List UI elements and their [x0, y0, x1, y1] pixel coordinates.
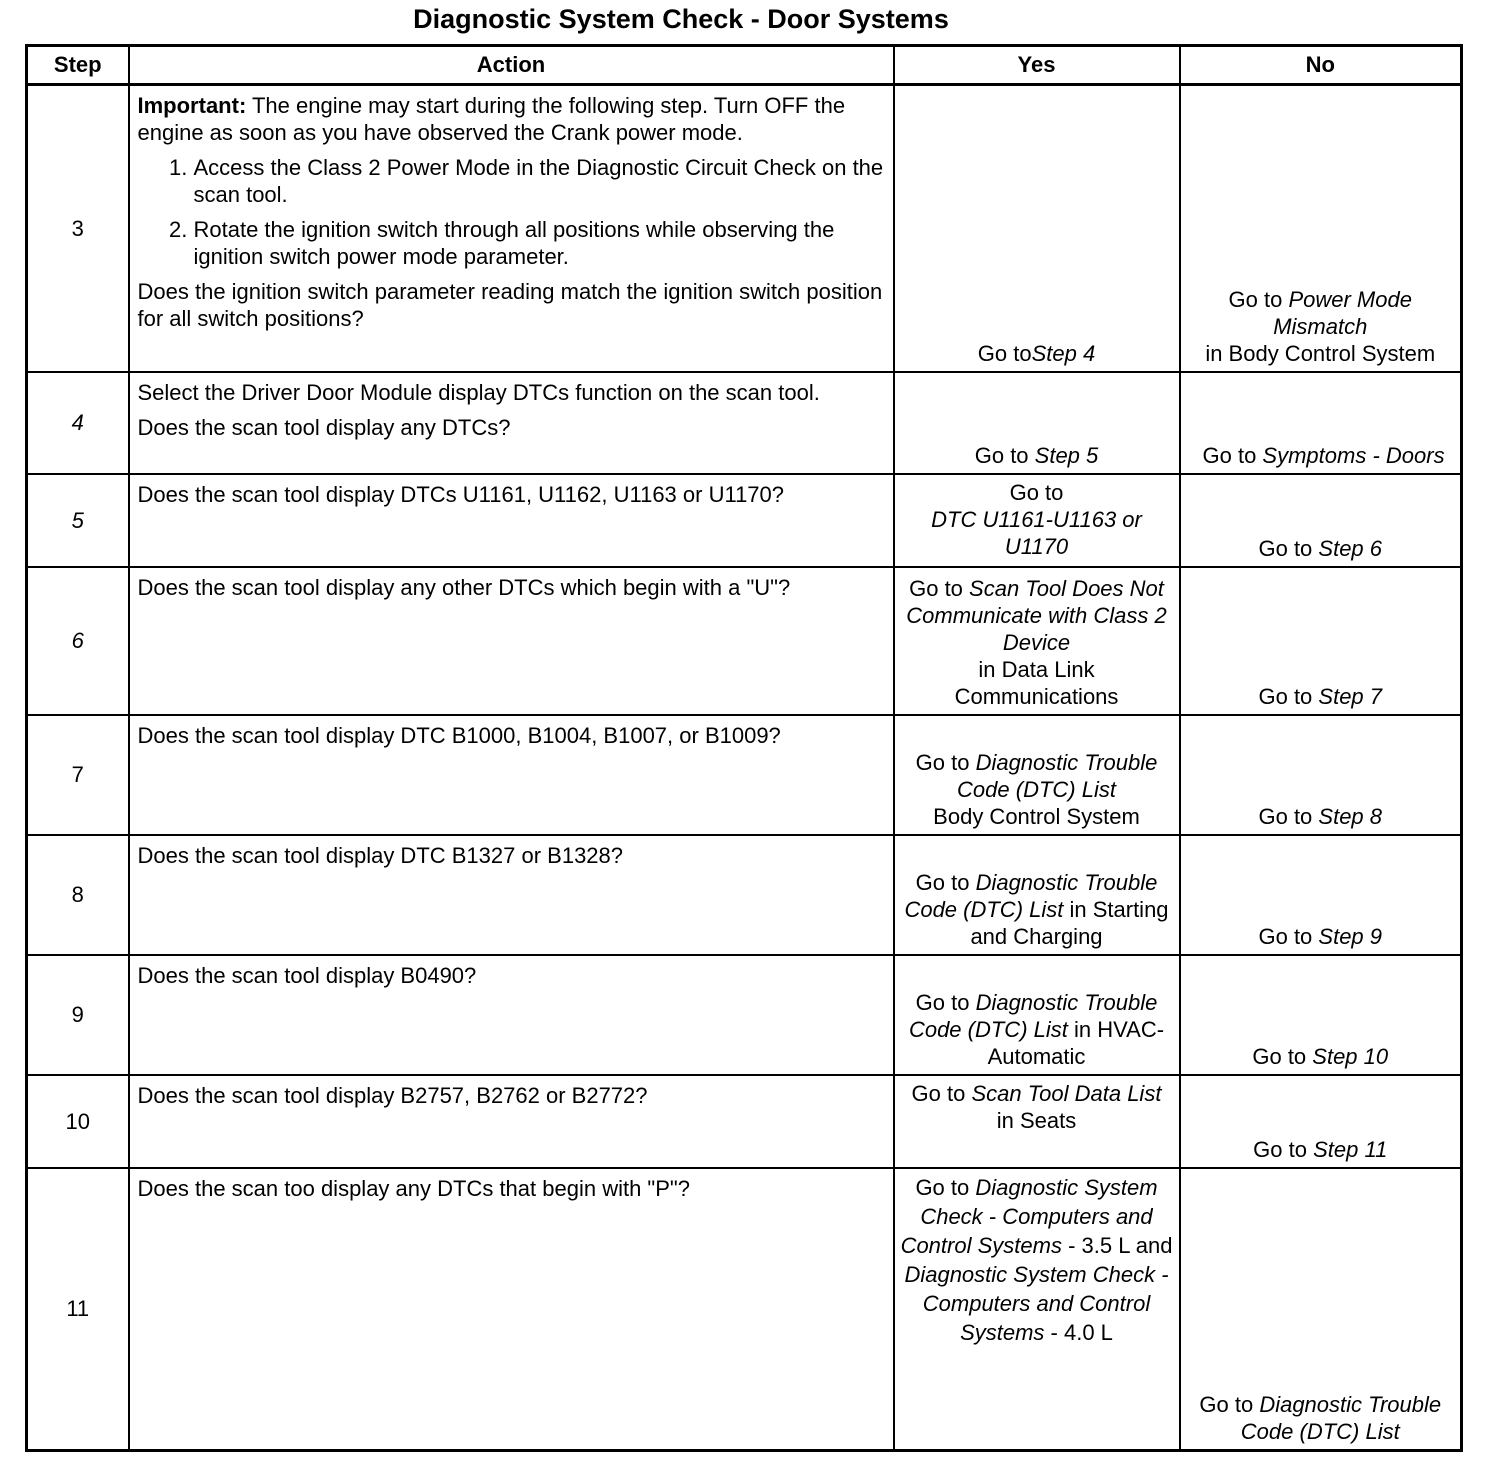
yes-suffix: Body Control System: [933, 803, 1140, 829]
no-link[interactable]: Symptoms - Doors: [1262, 442, 1445, 468]
yes-prefix: Go to: [974, 442, 1035, 468]
no-cell: [1180, 474, 1462, 567]
yes-link-2[interactable]: Diagnostic System Check - Computers and Control Systems: [904, 1261, 1169, 1345]
step-number: 10: [27, 1075, 129, 1168]
yes-prefix: Go to: [1009, 479, 1064, 505]
table-row: [27, 955, 1462, 1075]
step-number: 3: [27, 85, 129, 372]
yes-prefix: Go to: [977, 340, 1032, 366]
table-row: [27, 372, 1462, 474]
yes-link[interactable]: DTC U1161-U1163 or U1170: [931, 506, 1142, 559]
table-row: [27, 835, 1462, 955]
no-link[interactable]: Step 6: [1318, 535, 1383, 561]
header-action: Action: [129, 46, 894, 85]
no-prefix: Go to: [1253, 1136, 1314, 1162]
header-yes: Yes: [894, 46, 1180, 85]
no-link[interactable]: Step 9: [1318, 923, 1383, 949]
question-text: Does the scan too display any DTCs that begin with "P"?: [137, 1175, 690, 1201]
no-link[interactable]: Diagnostic Trouble Code (DTC) List: [1240, 1392, 1442, 1444]
question-text: Does the scan tool display any DTCs?: [137, 414, 511, 440]
table-row: [27, 85, 1462, 372]
yes-cell: [894, 1075, 1180, 1168]
no-suffix: in Body Control System: [1205, 340, 1436, 366]
yes-prefix: Go to: [915, 989, 976, 1015]
header-step: Step: [27, 46, 129, 85]
yes-prefix: Go to: [915, 869, 976, 895]
no-cell: [1180, 567, 1462, 715]
no-prefix: Go to: [1199, 1392, 1260, 1417]
yes-suffix: in Seats: [996, 1107, 1077, 1133]
instruction-text: Select the Driver Door Module display DTCs function on the scan tool.: [137, 379, 820, 405]
no-cell: [1180, 1075, 1462, 1168]
yes-cell: [894, 372, 1180, 474]
action-cell: [129, 835, 894, 955]
no-link[interactable]: Step 8: [1318, 803, 1383, 829]
important-note: [138, 92, 885, 146]
substep-item: 2. Rotate the ignition switch through all positions while observing the ignition switch power mode parameter.: [194, 216, 885, 270]
no-cell: [1180, 1168, 1462, 1451]
substep-item: 1. Access the Class 2 Power Mode in the Diagnostic Circuit Check on the scan tool.: [194, 154, 885, 208]
yes-link[interactable]: Step 5: [1034, 442, 1099, 468]
step-number: 4: [27, 372, 129, 474]
question-text: Does the scan tool display B2757, B2762 or B2772?: [137, 1082, 648, 1108]
yes-cell: [894, 567, 1180, 715]
action-cell: [129, 85, 894, 372]
table-row: [27, 1075, 1462, 1168]
no-prefix: Go to: [1258, 683, 1319, 709]
diagnostic-table: [25, 44, 1463, 1452]
header-no: No: [1180, 46, 1462, 85]
action-cell: [129, 1075, 894, 1168]
action-cell: [129, 955, 894, 1075]
yes-link[interactable]: Scan Tool Data List: [971, 1080, 1162, 1106]
table-row: [27, 1168, 1462, 1451]
question-text: Does the scan tool display DTC B1000, B1004, B1007, or B1009?: [137, 722, 781, 748]
table-row: [27, 567, 1462, 715]
table-row: [27, 715, 1462, 835]
yes-cell: [894, 715, 1180, 835]
no-link[interactable]: Step 11: [1313, 1136, 1388, 1162]
no-prefix: Go to: [1252, 1043, 1313, 1069]
yes-prefix: Go to: [911, 1080, 972, 1106]
step-number: 8: [27, 835, 129, 955]
substep-list: [138, 154, 885, 270]
action-cell: [129, 715, 894, 835]
yes-prefix: Go to: [909, 575, 970, 601]
action-cell: [129, 1168, 894, 1451]
yes-cell: [894, 474, 1180, 567]
no-cell: [1180, 372, 1462, 474]
yes-suffix: - 4.0 L: [1044, 1319, 1113, 1345]
yes-link[interactable]: Step 4: [1031, 340, 1096, 366]
yes-suffix: in HVAC-Automatic: [987, 1016, 1165, 1069]
no-prefix: Go to: [1258, 535, 1319, 561]
question-text: Does the scan tool display DTC B1327 or B1328?: [137, 842, 624, 868]
action-cell: [129, 474, 894, 567]
yes-cell: [894, 85, 1180, 372]
no-cell: [1180, 715, 1462, 835]
no-cell: [1180, 955, 1462, 1075]
no-link[interactable]: Step 10: [1312, 1043, 1389, 1069]
yes-cell: [894, 1168, 1180, 1451]
yes-mid: - 3.5 L and: [1061, 1232, 1173, 1258]
table-header-row: [27, 46, 1462, 85]
yes-suffix: in Data Link Communications: [954, 656, 1119, 709]
step-number: 7: [27, 715, 129, 835]
step-number: 9: [27, 955, 129, 1075]
yes-link[interactable]: Scan Tool Does Not Communicate with Class 2 Device: [906, 575, 1167, 655]
yes-suffix: in Starting and Charging: [970, 896, 1169, 949]
yes-cell: [894, 835, 1180, 955]
step-number: 6: [27, 567, 129, 715]
yes-link[interactable]: Diagnostic System Check - Computers and Control Systems: [900, 1174, 1158, 1258]
no-prefix: Go to: [1258, 803, 1319, 829]
question-text: Does the scan tool display any other DTCs which begin with a "U"?: [137, 574, 791, 600]
yes-prefix: Go to: [915, 749, 976, 775]
yes-link[interactable]: Diagnostic Trouble Code (DTC) List: [908, 989, 1158, 1042]
important-label: Important:: [137, 93, 247, 118]
action-cell: [129, 372, 894, 474]
no-prefix: Go to: [1228, 286, 1289, 312]
step-number: 11: [27, 1168, 129, 1451]
no-cell: [1180, 85, 1462, 372]
step-number: 5: [27, 474, 129, 567]
question-text: Does the scan tool display B0490?: [137, 962, 477, 988]
yes-link[interactable]: Diagnostic Trouble Code (DTC) List: [957, 749, 1158, 802]
table-row: [27, 474, 1462, 567]
page-title: Diagnostic System Check - Door Systems: [413, 4, 949, 34]
no-link[interactable]: Power Mode Mismatch: [1273, 286, 1412, 339]
no-prefix: Go to: [1202, 442, 1263, 468]
question-text: Does the ignition switch parameter reading match the ignition switch position for all switch positions?: [137, 279, 883, 331]
no-cell: [1180, 835, 1462, 955]
yes-link[interactable]: Diagnostic Trouble Code (DTC) List: [904, 869, 1158, 922]
yes-cell: [894, 955, 1180, 1075]
no-prefix: Go to: [1258, 923, 1319, 949]
yes-prefix: Go to: [915, 1174, 976, 1200]
question-text: Does the scan tool display DTCs U1161, U1162, U1163 or U1170?: [137, 481, 785, 507]
important-text: The engine may start during the following step. Turn OFF the engine as soon as you have observed the Crank power mode.: [137, 93, 846, 145]
action-cell: [129, 567, 894, 715]
no-link[interactable]: Step 7: [1318, 683, 1383, 709]
